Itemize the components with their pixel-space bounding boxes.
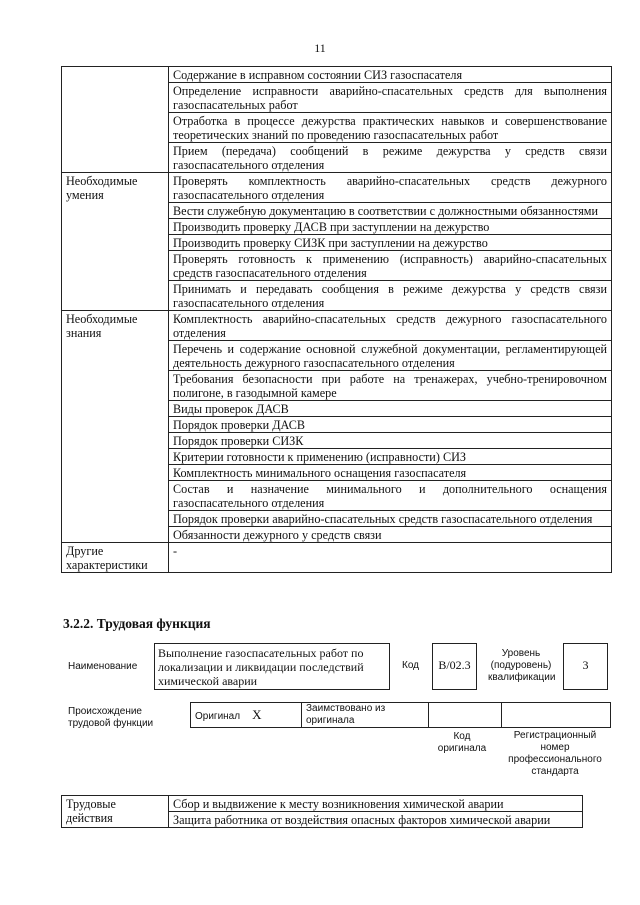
table-cell: Вести служебную документацию в соответствии с должностными обязанностями bbox=[169, 203, 612, 219]
table-cell: Проверять готовность к применению (исправность) аварийно-спасательных средств газоспасательного отделения bbox=[169, 251, 612, 281]
code-value: В/02.3 bbox=[432, 643, 477, 690]
other-label: Другие характеристики bbox=[62, 543, 169, 573]
knowledge-label: Необходимые знания bbox=[62, 311, 169, 543]
table-row bbox=[191, 703, 611, 728]
reg-number-caption: Регистрационный номер профессионального стандарта bbox=[508, 730, 602, 777]
table-cell: Производить проверку СИЗК при заступлении на дежурство bbox=[169, 235, 612, 251]
table-cell: Сбор и выдвижение к месту возникновения химической аварии bbox=[169, 796, 583, 812]
table-row bbox=[62, 173, 612, 203]
table-cell: Перечень и содержание основной служебной документации, регламентирующей деятельность дежурного газоспасательного отделения bbox=[169, 341, 612, 371]
origin-label: Происхождение трудовой функции bbox=[68, 706, 154, 729]
code-original-cell bbox=[429, 703, 502, 728]
table-cell: Критерии готовности к применению (исправности) СИЗ bbox=[169, 449, 612, 465]
skills-label: Необходимые умения bbox=[62, 173, 169, 311]
table-cell: Отработка в процессе дежурства практических навыков и совершенствование теоретических знаний по проведению газоспасательных работ bbox=[169, 113, 612, 143]
table-cell: Обязанности дежурного у средств связи bbox=[169, 527, 612, 543]
table-cell: Производить проверку ДАСВ при заступлении на дежурство bbox=[169, 219, 612, 235]
table-cell: Проверять комплектность аварийно-спасательных средств дежурного газоспасательного отделения bbox=[169, 173, 612, 203]
table-row bbox=[62, 543, 612, 573]
actions-table bbox=[61, 795, 583, 828]
original-cell bbox=[191, 703, 302, 728]
level-label: Уровень (подуровень) квалификации bbox=[488, 648, 556, 683]
table-cell: Состав и назначение минимального и дополнительного оснащения газоспасательного отделения bbox=[169, 481, 612, 511]
blank-label-cell bbox=[62, 67, 169, 173]
competency-table bbox=[61, 66, 612, 573]
table-row bbox=[62, 67, 612, 83]
code-original-caption: Код оригинала bbox=[437, 731, 487, 754]
original-label: Оригинал bbox=[195, 711, 241, 722]
original-mark: X bbox=[252, 707, 262, 722]
reg-number-cell bbox=[502, 703, 611, 728]
name-label: Наименование bbox=[68, 661, 138, 672]
origin-table bbox=[190, 702, 611, 728]
table-cell: Виды проверок ДАСВ bbox=[169, 401, 612, 417]
table-row bbox=[62, 311, 612, 341]
page-number: 11 bbox=[314, 41, 326, 55]
table-cell: Комплектность минимального оснащения газоспасателя bbox=[169, 465, 612, 481]
table-cell: Порядок проверки ДАСВ bbox=[169, 417, 612, 433]
actions-label: Трудовые действия bbox=[62, 796, 169, 828]
table-cell: Содержание в исправном состоянии СИЗ газоспасателя bbox=[169, 67, 612, 83]
table-cell: - bbox=[169, 543, 612, 573]
table-cell: Прием (передача) сообщений в режиме дежурства у средств связи газоспасательного отделения bbox=[169, 143, 612, 173]
section-title: 3.2.2. Трудовая функция bbox=[63, 616, 211, 631]
table-cell: Порядок проверки аварийно-спасательных средств газоспасательного отделения bbox=[169, 511, 612, 527]
level-value: 3 bbox=[563, 643, 608, 690]
table-cell: Защита работника от воздействия опасных факторов химической аварии bbox=[169, 812, 583, 828]
table-cell: Порядок проверки СИЗК bbox=[169, 433, 612, 449]
table-cell: Требования безопасности при работе на тренажерах, учебно-тренировочном полигоне, в газодымной камере bbox=[169, 371, 612, 401]
table-cell: Принимать и передавать сообщения в режиме дежурства у средств связи газоспасательного отделения bbox=[169, 281, 612, 311]
borrowed-label: Заимствовано из оригинала bbox=[302, 703, 429, 728]
function-name: Выполнение газоспасательных работ по локализации и ликвидации последствий химической аварии bbox=[154, 643, 390, 690]
code-label: Код bbox=[402, 660, 420, 671]
table-row bbox=[62, 796, 583, 812]
table-cell: Комплектность аварийно-спасательных средств дежурного газоспасательного отделения bbox=[169, 311, 612, 341]
table-cell: Определение исправности аварийно-спасательных средств для выполнения газоспасательных работ bbox=[169, 83, 612, 113]
